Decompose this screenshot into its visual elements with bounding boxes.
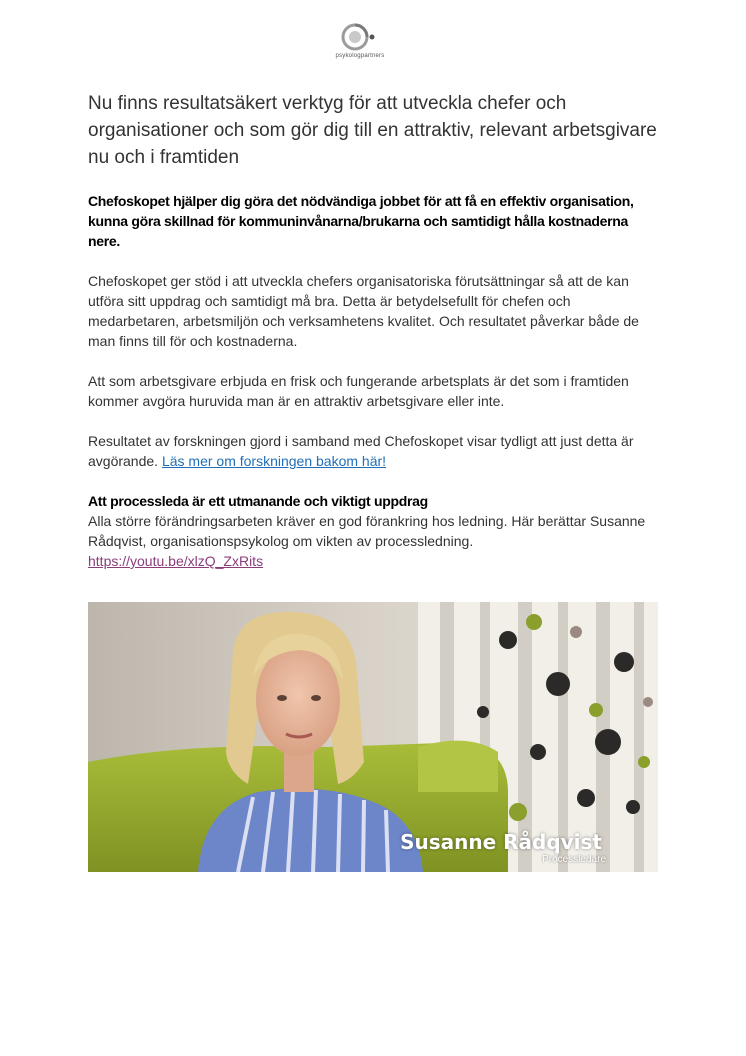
youtube-link[interactable]: https://youtu.be/xlzQ_ZxRits <box>88 553 264 569</box>
paragraph-3 <box>88 431 660 471</box>
video-still-image <box>88 602 658 872</box>
paragraph-3-text: Resultatet av forskningen gjord i samband med Chefoskopet visar tydligt att just detta är avgörande. <box>88 433 634 469</box>
brand-logo <box>325 22 395 59</box>
page-headline: Nu finns resultatsäkert verktyg för att utveckla chefer och organisationer och som gör dig till en attraktiv, relevant arbetsgivare nu och i framtiden <box>88 93 657 168</box>
video-caption <box>400 830 606 866</box>
logo-text: psykologpartners <box>335 53 385 59</box>
video-section-title: Att processleda är ett utmanande och viktigt uppdrag <box>88 493 428 509</box>
document-body <box>88 90 660 571</box>
video-section <box>88 491 660 571</box>
video-caption-role: Processledare <box>542 854 606 865</box>
video-section-description: Alla större förändringsarbeten kräver en god förankring hos ledning. Här berättar Susanne Rådqvist, organisationspsykolog om vikten av processledning. <box>88 513 646 549</box>
paragraph-1: Chefoskopet ger stöd i att utveckla chefers organisatoriska förutsättningar så att de kan utföra sitt uppdrag och samtidigt må bra. Detta är betydelsefullt för chefen och medarbetaren, arbetsmiljön och verksamhetens kvalitet. Och resultatet påverkar både de man finns till för och kostnaderna. <box>88 273 639 349</box>
research-link[interactable]: Läs mer om forskningen bakom här! <box>161 453 387 469</box>
psykologpartners-logo-icon <box>340 22 380 52</box>
video-section-text <box>88 511 660 571</box>
video-caption-name: Susanne Rådqvist <box>400 830 602 854</box>
lead-paragraph: Chefoskopet hjälper dig göra det nödvändiga jobbet för att få en effektiv organisation, kunna göra skillnad för kommuninvånarna/brukarna och samtidigt hålla kostnaderna nere. <box>88 193 634 249</box>
paragraph-2: Att som arbetsgivare erbjuda en frisk och fungerande arbetsplats är det som i framtiden kommer avgöra huruvida man är en attraktiv arbetsgivare eller inte. <box>88 373 629 409</box>
